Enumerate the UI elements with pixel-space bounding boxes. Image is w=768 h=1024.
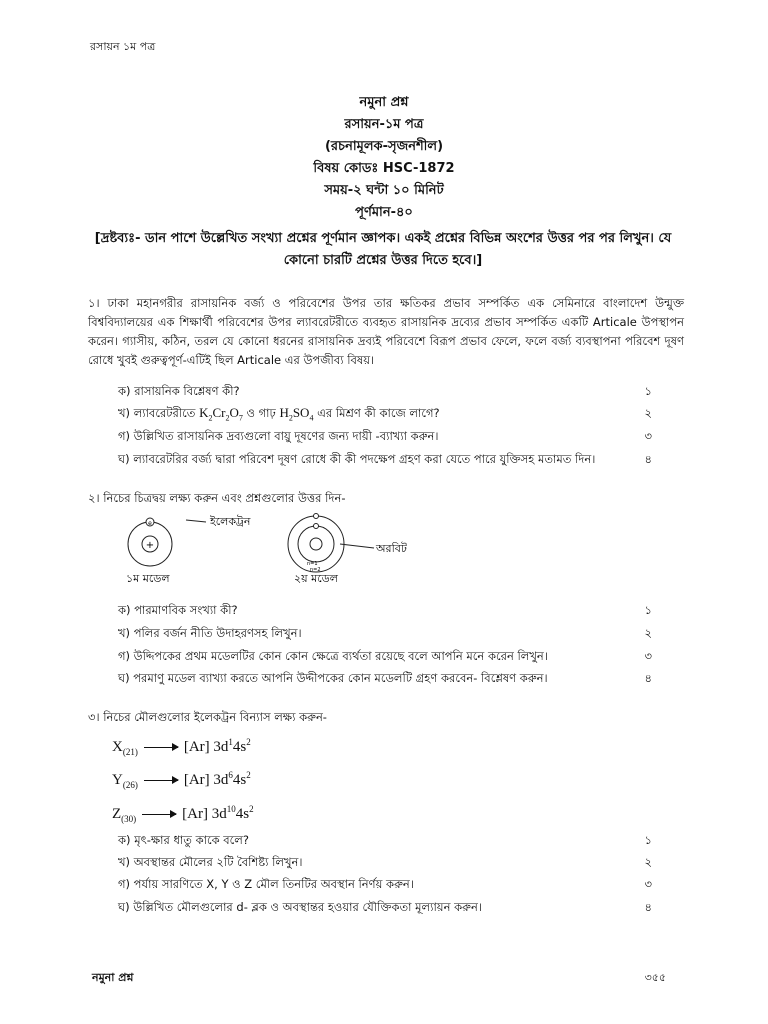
inner-orbit-label: n=1 (307, 561, 318, 567)
q1-part-b-marks: ২ (644, 406, 652, 420)
q2-part-d-text: ঘ) পরমাণু মডেল ব্যাখ্যা করতে আপনি উদ্দীপকের কোন মডেলটি গ্রহণ করবেন- বিশ্লেষণ করুন। (118, 671, 548, 685)
arrow-icon (144, 780, 178, 781)
q3-part-d-marks: ৪ (644, 900, 652, 914)
exam-title: নমুনা প্রশ্ন (359, 95, 409, 110)
nucleus-plus-sign: + (145, 540, 155, 551)
q1-part-b-suffix: এর মিশ্রণ কী কাজে লাগে? (317, 406, 440, 420)
exam-type: (রচনামূলক-সৃজনশীল) (324, 139, 444, 154)
atom-model-2 (288, 514, 344, 586)
q1-part-c-marks: ৩ (644, 429, 652, 443)
model-1-caption: ১ম মডেল (126, 572, 170, 585)
arrow-icon (144, 747, 178, 748)
question-1-stem: ১। ঢাকা মহানগরীর রাসায়নিক বর্জ্য ও পরিবেশের উপর তার ক্ষতিকর প্রভাব সম্পর্কিত এক সেমিনারে বাংলাদেশ উন্মুক্ত বিশ্ববিদ্যালয়ের এক শিক্ষার্থী পরিবেশের উপর ল্যাবরেটরীতে ব্যবহৃত রাসায়নিক দ্রব্যের প্রভাব সম্পর্কিত একটি Articale উপস্থাপন করেন। গ্যাসীয়, কঠিন, তরল যে কোনো ধরনের রাসায়নিক দ্রব্যই পরিবেশে বিরূপ প্রভাব ফেলে, ফলে বর্জ্য ব্যবস্থাপনা পরিবেশ দূষণ রোধে খুবই গুরুত্বপূর্ণ-এটিই ছিল Articale এর উপজীব্য বিষয়। (88, 296, 684, 367)
q2-part-a-marks: ১ (644, 603, 652, 617)
q3-part-a-text: ক) মৃৎ-ক্ষার ধাতু কাকে বলে? (118, 833, 249, 847)
footer-title: নমুনা প্রশ্ন (92, 971, 134, 984)
electron-configuration-y: $Y_{(26)}$ [Ar] $3d^64s^2$ (112, 770, 251, 790)
q1-part-d-text: ঘ) ল্যাবরেটরির বর্জ্য দ্বারা পরিবেশ দূষণ রোধে কী কী পদক্ষেপ গ্রহণ করা যেতে পারে যুক্তিসহ মতামত দিন। (118, 452, 596, 466)
atom-models-diagram (118, 508, 448, 592)
question-2-stem: ২। নিচের চিত্রদ্বয় লক্ষ্য করুন এবং প্রশ্নগুলোর উত্তর দিন- (88, 491, 346, 505)
atom-model-1 (126, 518, 172, 585)
electron-configuration-x: $X_{(21)}$ [Ar] $3d^14s^2$ (112, 737, 251, 757)
q3-part-b-text: খ) অবস্থান্তর মৌলের ২টি বৈশিষ্ট্য লিখুন। (118, 855, 303, 869)
q3-part-c-marks: ৩ (644, 877, 652, 891)
orbit-pointer (340, 544, 374, 548)
running-head: রসায়ন ১ম পত্র (90, 40, 156, 53)
electron-symbol: e (148, 520, 152, 527)
q1-part-c-text: গ) উল্লিখিত রাসায়নিক দ্রব্যগুলো বায়ু দূষণের জন্য দায়ী -ব্যাখ্যা করুন। (118, 429, 439, 443)
instruction-note: [দ্রষ্টব্যঃ- ডান পাশে উল্লেখিত সংখ্যা প্রশ্নের পূর্ণমান জ্ঞাপক। একই প্রশ্নের বিভিন্ন অংশের উত্তর পর পর লিখুন। যে কোনো চারটি প্রশ্নের উত্তর দিতে হবে।] (94, 231, 672, 268)
subject-code: বিষয় কোডঃ HSC-1872 (313, 161, 455, 176)
q3-part-a-marks: ১ (644, 833, 652, 847)
orbit-label: অরবিট (376, 542, 407, 555)
q1-part-b-text (118, 405, 440, 427)
formula-sulfuric-acid: $H_2SO_4$ (279, 405, 314, 423)
q2-part-b-marks: ২ (644, 626, 652, 640)
title-block (0, 92, 768, 224)
q2-part-b-text: খ) পলির বর্জন নীতি উদাহরণসহ লিখুন। (118, 626, 302, 640)
q1-part-a-marks: ১ (644, 384, 652, 398)
q2-part-a-text: ক) পারমাণবিক সংখ্যা কী? (118, 603, 238, 617)
q1-part-b-middle: ও গাঢ় (246, 406, 276, 420)
exam-duration: সময়-২ ঘন্টা ১০ মিনিট (324, 183, 444, 198)
question-3-stem: ৩। নিচের মৌলগুলোর ইলেকট্রন বিন্যাস লক্ষ্য করুন- (88, 710, 327, 724)
q1-part-b-prefix: খ) ল্যাবরেটরীতে (118, 406, 196, 420)
arrow-icon (142, 814, 176, 815)
electron-pointer (186, 520, 206, 522)
q2-part-c-marks: ৩ (644, 649, 652, 663)
q1-part-d-marks: ৪ (644, 452, 652, 466)
formula-potassium-dichromate: $K_2Cr_2O_7$ (199, 405, 243, 423)
outer-orbit-label: n=2 (310, 567, 321, 573)
electron-label: ইলেকট্রন (210, 515, 251, 528)
q2-part-c-text: গ) উদ্দিপকের প্রথম মডেলটির কোন কোন ক্ষেত্রে ব্যর্থতা রয়েছে বলে আপনি মনে করেন লিখুন। (118, 649, 548, 663)
q2-part-d-marks: ৪ (644, 671, 652, 685)
subject-title: রসায়ন-১ম পত্র (344, 117, 424, 132)
q3-part-b-marks: ২ (644, 855, 652, 869)
page-number: ৩৫৫ (644, 971, 666, 984)
q3-part-c-text: গ) পর্যায় সারণিতে X, Y ও Z মৌল তিনটির অবস্থান নির্ণয় করুন। (118, 877, 414, 891)
q3-part-d-text: ঘ) উল্লিখিত মৌলগুলোর d- ব্লক ও অবস্থান্তর হওয়ার যৌক্তিকতা মূল্যায়ন করুন। (118, 900, 482, 914)
electron-configuration-z: $Z_{(30)}$ [Ar] $3d^{10}4s^2$ (112, 804, 254, 824)
model-2-caption: ২য় মডেল (294, 572, 338, 585)
q1-part-a-text: ক) রাসায়নিক বিশ্লেষণ কী? (118, 384, 240, 398)
full-marks: পূর্ণমান-৪০ (355, 205, 413, 220)
